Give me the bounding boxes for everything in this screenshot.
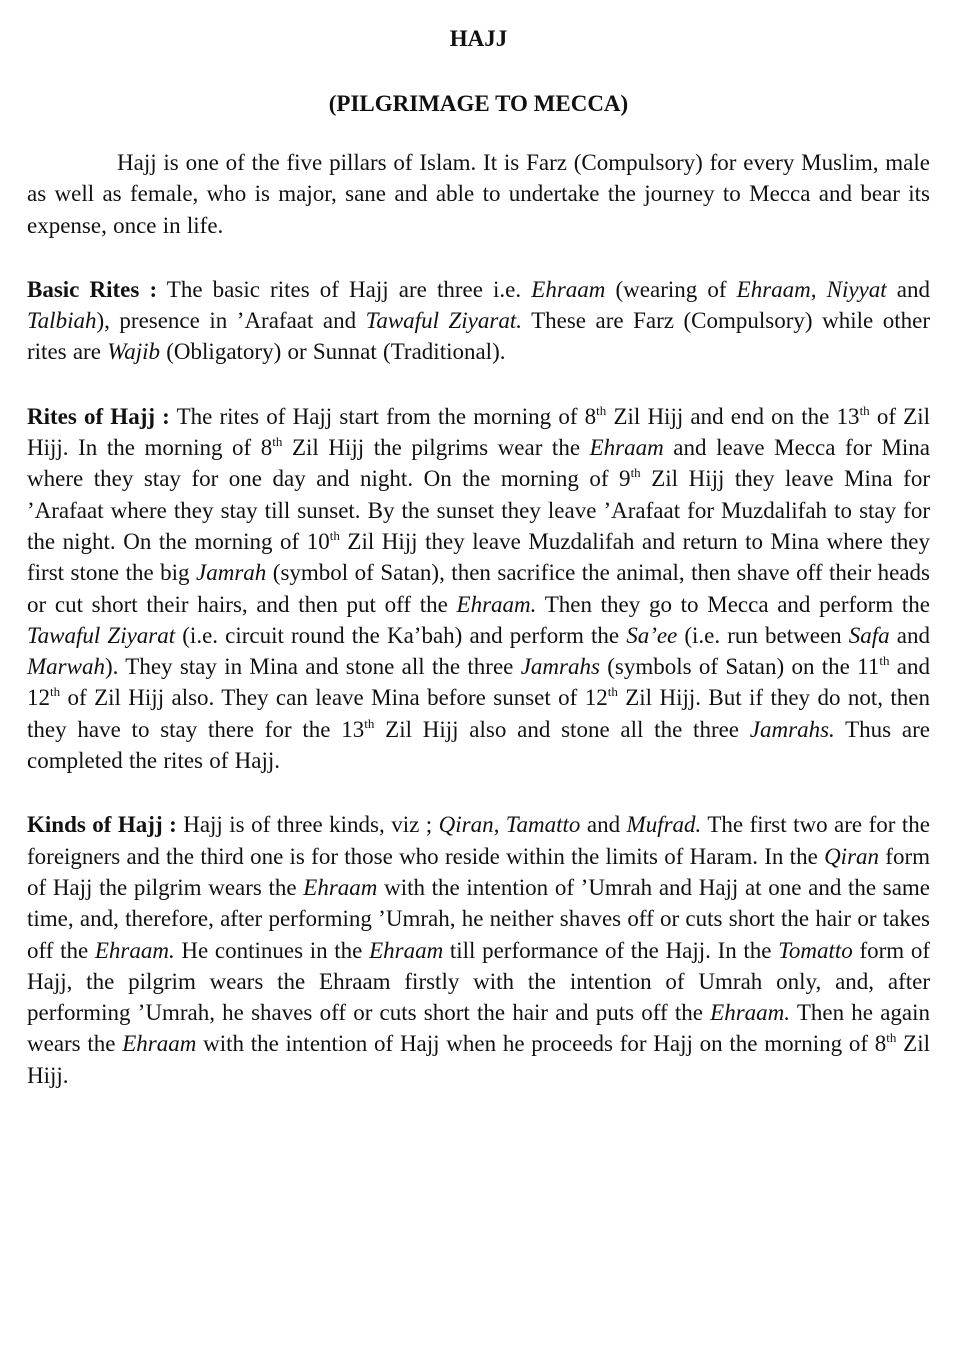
rites-of-hajj-heading: Rites of Hajj : (27, 403, 170, 429)
kinds-of-hajj-heading: Kinds of Hajj : (27, 812, 177, 838)
page-title: HAJJ (449, 26, 508, 51)
intro-paragraph: Hajj is one of the five pillars of Islam. It is Farz (Compulsory) for every Muslim, male as well as female, who is major, sane and able to undertake the journey to Mecca and bear its expense, once in life. (27, 150, 930, 238)
basic-rites-heading: Basic Rites : (27, 276, 158, 302)
kinds-of-hajj-paragraph: Kinds of Hajj : Hajj is of three kinds, viz ; Qiran, Tamatto and Mufrad. The first two are for the foreigners and the third one is for those who reside within the limits of Haram. In the Qiran form of Hajj the pilgrim wears the Ehraam with the intention of ’Umrah and Hajj at one and the same time, and, therefore, after performing ’Umrah, he neither shaves off or cuts short the hair or takes off the Ehraam. He continues in the Ehraam till performance of the Hajj. In the Tomatto form of Hajj, the pilgrim wears the Ehraam firstly with the intention of Umrah only, and, after performing ’Umrah, he shaves off or cuts short the hair and puts off the Ehraam. Then he again wears the Ehraam with the intention of Hajj when he proceeds for Hajj on the morning of 8th Zil Hijj. (27, 812, 931, 1088)
page-subtitle: (PILGRIMAGE TO MECCA) (328, 91, 629, 116)
rites-of-hajj-paragraph: Rites of Hajj : The rites of Hajj start from the morning of 8th Zil Hijj and end on the 13th of Zil Hijj. In the morning of 8th Zil Hijj the pilgrims wear the Ehraam and leave Mecca for Mina where they stay for one day and night. On the morning of 9th Zil Hijj they leave Mina for ’Arafaat where they stay till sunset. By the sunset they leave ’Arafaat for Muzdalifah to stay for the night. On the morning of 10th Zil Hijj they leave Muzdalifah and return to Mina where they first stone the big Jamrah (symbol of Satan), then sacrifice the animal, then shave off their heads or cut short their hairs, and then put off the Ehraam. Then they go to Mecca and perform the Tawaful Ziyarat (i.e. circuit round the Ka’bah) and perform the Sa’ee (i.e. run between Safa and Marwah). They stay in Mina and stone all the three Jamrahs (symbols of Satan) on the 11th and 12th of Zil Hijj also. They can leave Mina before sunset of 12th Zil Hijj. But if they do not, then they have to stay there for the 13th Zil Hijj also and stone all the three Jamrahs. Thus are completed the rites of Hajj. (27, 402, 930, 774)
basic-rites-paragraph: Basic Rites : The basic rites of Hajj are three i.e. Ehraam (wearing of Ehraam, Niyyat and Talbiah), presence in ’Arafaat and Tawaful Ziyarat. These are Farz (Compulsory) while other rites are Wajib (Obligatory) or Sunnat (Traditional). (27, 276, 930, 365)
